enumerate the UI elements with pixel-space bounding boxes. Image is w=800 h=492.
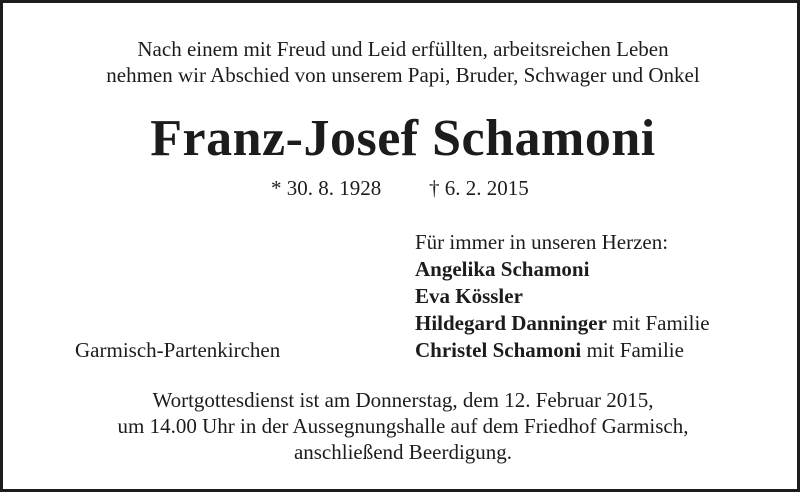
mourner-name: Angelika Schamoni xyxy=(415,257,590,281)
intro-line-1: Nach einem mit Freud und Leid erfüllten, arbeitsreichen Leben xyxy=(137,37,669,61)
mourners-heading: Für immer in unseren Herzen: xyxy=(415,230,669,254)
mourner-row xyxy=(415,256,710,283)
mourner-suffix: mit Familie xyxy=(606,311,710,335)
mourner-name: Hildegard Danninger xyxy=(415,311,607,335)
mourner-row xyxy=(415,310,710,337)
mourners-block xyxy=(415,229,710,364)
service-details xyxy=(3,387,800,465)
mourner-name: Christel Schamoni xyxy=(415,338,582,362)
service-line-2: um 14.00 Uhr in der Aussegnungshalle auf dem Friedhof Garmisch, xyxy=(117,414,689,438)
intro-line-2: nehmen wir Abschied von unserem Papi, Bruder, Schwager und Onkel xyxy=(106,63,700,87)
mourner-row xyxy=(415,337,710,364)
death-date: † 6. 2. 2015 xyxy=(429,176,529,200)
birth-date: * 30. 8. 1928 xyxy=(271,176,382,200)
mourner-name: Eva Kössler xyxy=(415,284,523,308)
deceased-name: Franz-Josef Schamoni xyxy=(150,110,656,167)
service-line-1: Wortgottesdienst ist am Donnerstag, dem 12. Februar 2015, xyxy=(152,388,654,412)
place-of-residence: Garmisch-Partenkirchen xyxy=(75,338,281,362)
mourner-suffix: mit Familie xyxy=(581,338,684,362)
mourner-row xyxy=(415,283,710,310)
service-line-3: anschließend Beerdigung. xyxy=(293,440,513,464)
